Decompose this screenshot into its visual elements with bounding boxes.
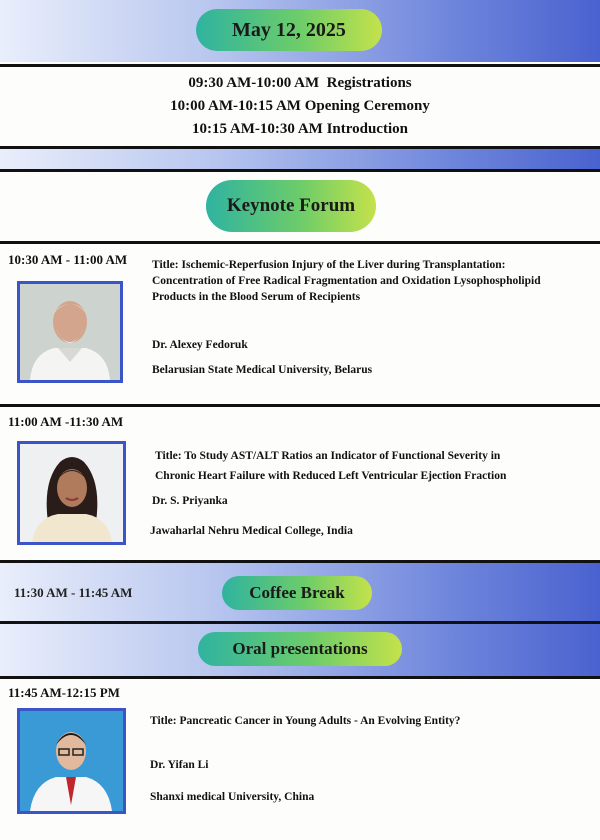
speaker-affiliation: Shanxi medical University, China — [150, 791, 315, 803]
speaker-name: Dr. Alexey Fedoruk — [152, 339, 248, 351]
talk-time: 10:30 AM - 11:00 AM — [8, 252, 128, 267]
talk-time: 11:00 AM -11:30 AM — [8, 414, 124, 429]
oral-pill — [198, 632, 402, 666]
keynote-heading: Keynote Forum — [226, 195, 356, 216]
schedule-label: Introduction — [326, 121, 408, 137]
talk-title — [152, 257, 592, 305]
talk-title-line: Products in the Blood Serum of Recipients — [152, 291, 361, 303]
separator-band — [0, 149, 600, 169]
portrait-icon — [20, 284, 120, 380]
schedule-item — [0, 98, 600, 115]
schedule-item — [0, 121, 600, 138]
talk-title-line: Title: Pancreatic Cancer in Young Adults - An Evolving Entity? — [150, 715, 461, 727]
speaker-name: Dr. Yifan Li — [150, 759, 209, 771]
date-pill — [196, 9, 382, 51]
oral-heading: Oral presentations — [232, 639, 368, 658]
speaker-photo — [17, 281, 123, 383]
divider — [0, 64, 600, 67]
speaker-affiliation: Jawaharlal Nehru Medical College, India — [150, 525, 353, 537]
speaker-photo — [17, 441, 126, 545]
talk-title — [150, 713, 590, 729]
divider — [0, 404, 600, 407]
divider — [0, 676, 600, 679]
talk-title-line: Concentration of Free Radical Fragmentation and Oxidation Lysophospholipid — [152, 275, 541, 287]
talk-title-line: Title: Ischemic-Reperfusion Injury of the Liver during Transplantation: — [152, 259, 506, 271]
coffee-label: Coffee Break — [249, 583, 345, 602]
coffee-time: 11:30 AM - 11:45 AM — [14, 585, 133, 600]
portrait-icon — [20, 444, 123, 542]
divider — [0, 169, 600, 172]
talk-title-line: Chronic Heart Failure with Reduced Left Ventricular Ejection Fraction — [155, 470, 507, 482]
divider — [0, 241, 600, 244]
speaker-name: Dr. S. Priyanka — [152, 495, 228, 507]
speaker-affiliation: Belarusian State Medical University, Belarus — [152, 364, 373, 376]
date-label: May 12, 2025 — [232, 18, 346, 41]
coffee-pill — [222, 576, 372, 610]
schedule-time: 09:30 AM-10:00 AM — [188, 75, 320, 91]
talk-time: 11:45 AM-12:15 PM — [8, 685, 120, 700]
portrait-icon — [20, 711, 123, 811]
keynote-pill — [206, 180, 376, 232]
schedule-label: Registrations — [326, 75, 412, 91]
speaker-photo — [17, 708, 126, 814]
schedule-item — [0, 75, 600, 92]
schedule-time: 10:15 AM-10:30 AM — [192, 121, 323, 137]
talk-title-line: Title: To Study AST/ALT Ratios an Indicator of Functional Severity in — [155, 450, 501, 462]
talk-title — [155, 446, 595, 486]
schedule-time: 10:00 AM-10:15 AM — [170, 98, 301, 114]
schedule-label: Opening Ceremony — [304, 98, 430, 114]
